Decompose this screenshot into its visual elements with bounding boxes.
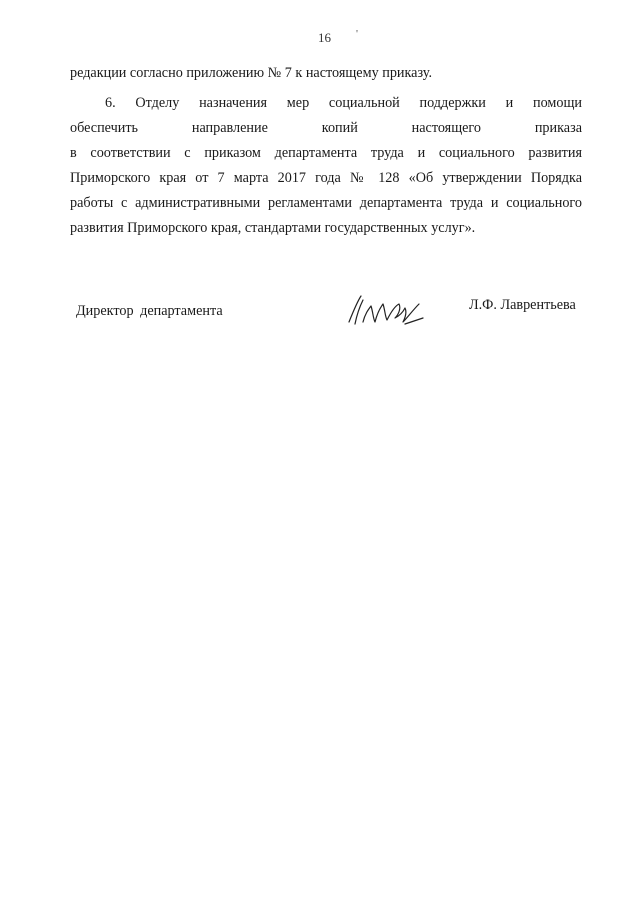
body-line-3: обеспечить направление копий настоящего приказа bbox=[70, 120, 582, 136]
body-line-5: Приморского края от 7 марта 2017 года № 128 «Об утверждении Порядка bbox=[70, 170, 582, 186]
body-line-6: работы с административными регламентами департамента труда и социального bbox=[70, 195, 582, 211]
signatory-name: Л.Ф. Лаврентьева bbox=[469, 297, 576, 313]
body-line-1: редакции согласно приложению № 7 к настоящему приказу. bbox=[70, 65, 433, 81]
handwritten-signature bbox=[343, 292, 427, 332]
page-tick-mark: ' bbox=[356, 28, 358, 40]
page-number: 16 bbox=[318, 30, 331, 45]
signatory-title: Директор департамента bbox=[76, 303, 223, 319]
body-line-2: 6. Отделу назначения мер социальной поддержки и помощи bbox=[105, 95, 582, 111]
body-line-4: в соответствии с приказом департамента труда и социального развития bbox=[70, 145, 582, 161]
body-line-7: развития Приморского края, стандартами государственных услуг». bbox=[70, 220, 476, 236]
